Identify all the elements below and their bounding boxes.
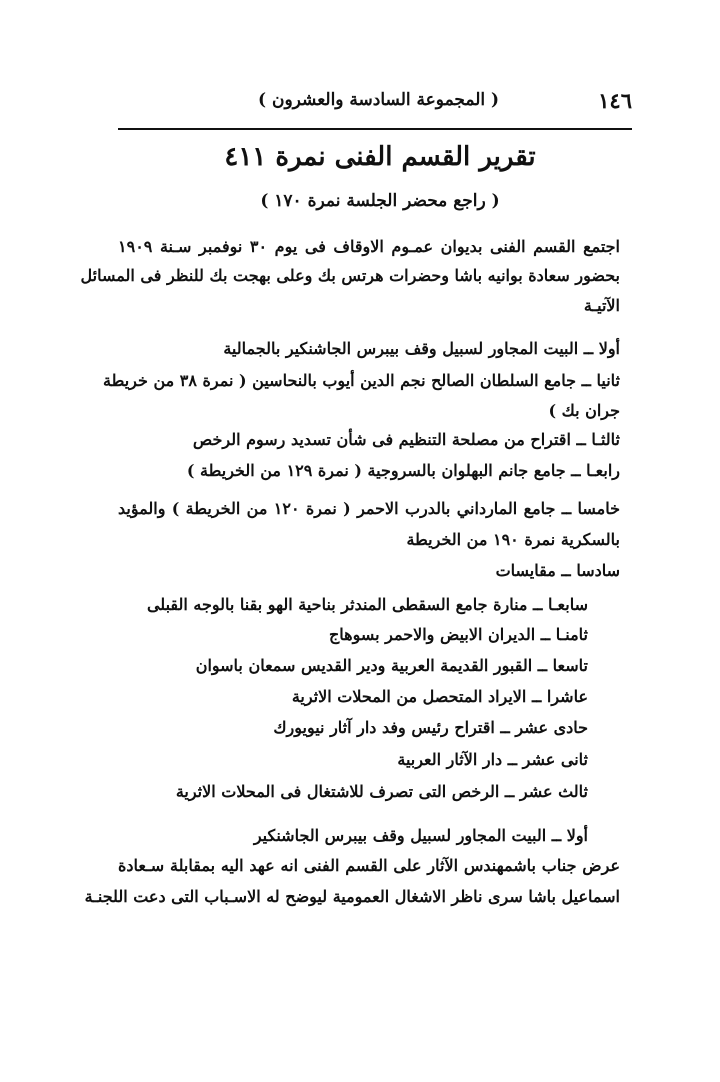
section-body-line: اسماعيل باشا سرى ناظر الاشغال العمومية ليوضح له الاسـباب التى دعت اللجنـة xyxy=(84,887,620,906)
agenda-item: ثانى عشر ــ دار الآثار العربية xyxy=(397,750,588,769)
agenda-item-continuation: بالسكرية نمرة ١٩٠ من الخريطة xyxy=(406,530,620,549)
agenda-item: عاشرا ــ الايراد المتحصل من المحلات الاثرية xyxy=(291,687,588,706)
agenda-item: رابعـا ــ جامع جانم البهلوان بالسروجية ( نمرة ١٢٩ من الخريطة ) xyxy=(186,461,620,480)
agenda-item: ثانيا ــ جامع السلطان الصالح نجم الدين أيوب بالنحاسين ( نمرة ٣٨ من خريطة xyxy=(103,371,620,390)
agenda-item: سابعـا ــ منارة جامع السقطى المندثر بناحية الهو بقنا بالوجه القبلى xyxy=(146,595,588,614)
agenda-item: أولا ــ البيت المجاور لسبيل وقف بيبرس الجاشنكير بالجمالية xyxy=(223,339,620,358)
intro-line: بحضور سعادة بوانيه باشا وحضرات هرتس بك وعلى بهجت بك للنظر فى المسائل xyxy=(80,266,620,285)
agenda-item: ثامنـا ــ الديران الابيض والاحمر بسوهاج xyxy=(328,625,588,644)
header-rule xyxy=(118,128,632,130)
section-heading: أولا ــ البيت المجاور لسبيل وقف بيبرس الجاشنكير xyxy=(253,826,588,845)
agenda-item: ثالثـا ــ اقتراح من مصلحة التنظيم فى شأن تسديد رسوم الرخص xyxy=(192,430,620,449)
collection-title: ( المجموعة السادسة والعشرون ) xyxy=(258,90,500,110)
page-number: ١٤٦ xyxy=(598,88,632,113)
intro-line: الآتيـة xyxy=(583,296,620,315)
agenda-item: خامسا ــ جامع المارداني بالدرب الاحمر ( نمرة ١٢٠ من الخريطة ) والمؤيد xyxy=(118,499,620,518)
report-title: تقرير القسم الفنى نمرة ٤١١ xyxy=(224,142,536,172)
agenda-item: تاسعا ــ القبور القديمة العربية ودير القديس سمعان باسوان xyxy=(195,656,588,675)
agenda-item: ثالث عشر ــ الرخص التى تصرف للاشتغال فى المحلات الاثرية xyxy=(175,782,588,801)
report-subtitle: ( راجع محضر الجلسة نمرة ١٧٠ ) xyxy=(260,191,500,211)
intro-line: اجتمع القسم الفنى بديوان عمـوم الاوقاف فى يوم ٣٠ نوفمبر سـنة ١٩٠٩ xyxy=(118,237,621,256)
agenda-item: حادى عشر ــ اقتراح رئيس وفد دار آثار نيويورك xyxy=(273,718,588,737)
agenda-item: سادسا ــ مقايسات xyxy=(495,561,620,580)
agenda-item-continuation: جران بك ) xyxy=(548,401,620,420)
running-head xyxy=(118,88,632,124)
section-body-line: عرض جناب باشمهندس الآثار على القسم الفنى انه عهد اليه بمقابلة سـعادة xyxy=(118,856,621,875)
